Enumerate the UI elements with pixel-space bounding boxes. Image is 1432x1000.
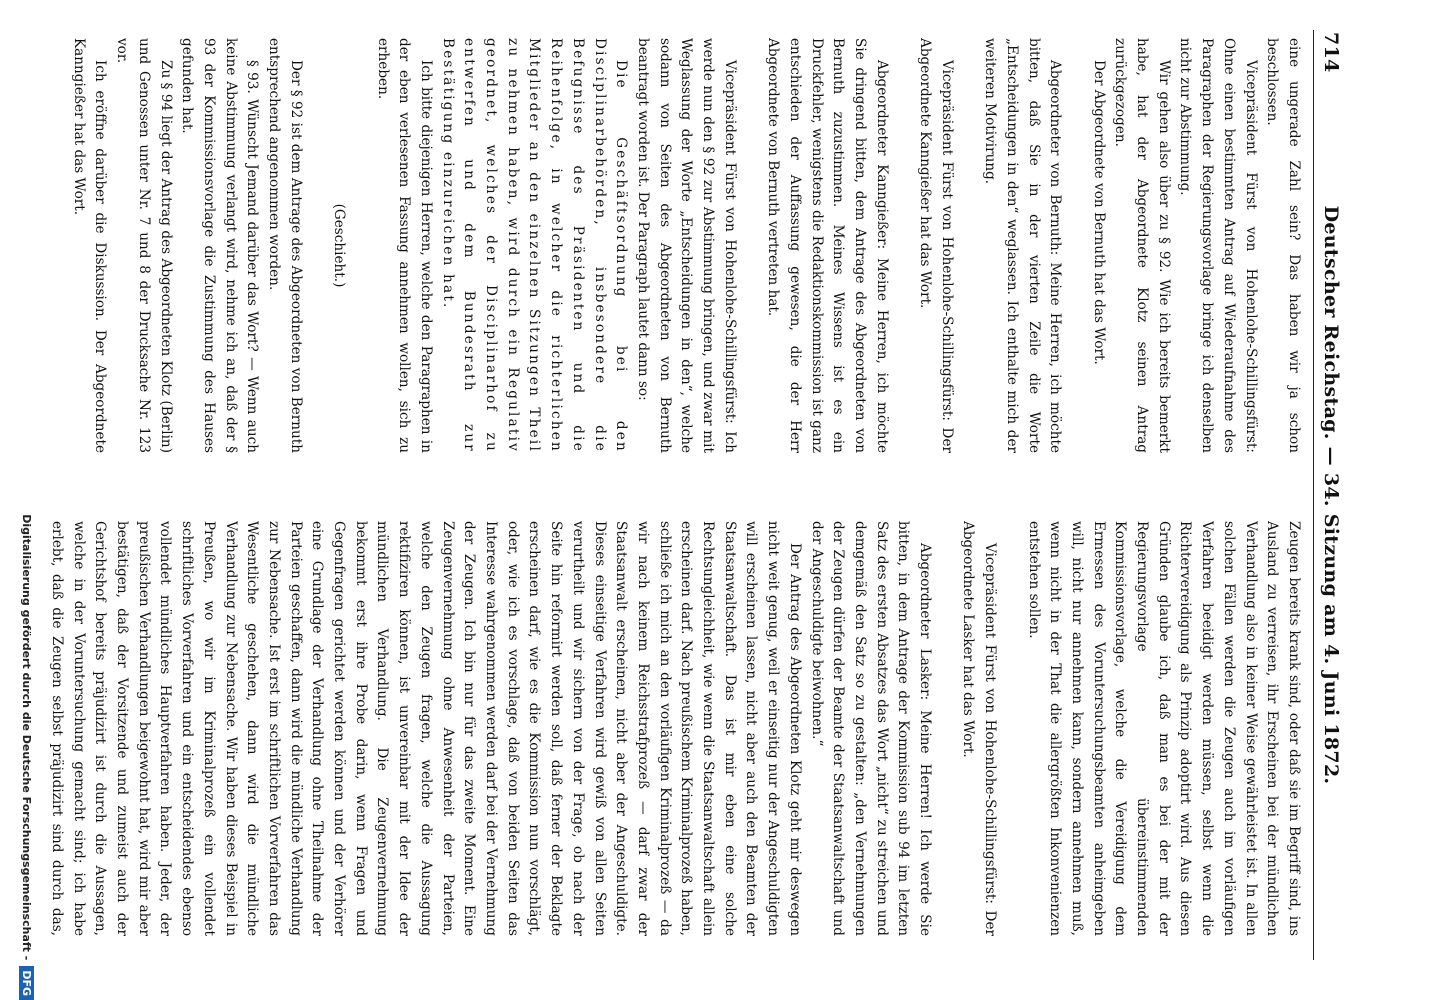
paragraph: § 93. Wünscht Jemand darüber das Wort? — Wenn auch keine Abstimmung verlangt wird, nehme ich an, daß der § 93 der Kommissionsvorlage die Zustimmung des Hauses gefunden hat. xyxy=(179,38,261,453)
running-head: Deutscher Reichstag. — 34. Sitzung am 4. Juni 1872. xyxy=(1320,205,1342,785)
stage-direction: (Geschieht.) xyxy=(331,203,348,288)
paragraph: Abgeordneter Kanngießer: Meine Herren, ich möchte Sie dringend bitten, dem Antrage des Abgeordneten von Bernuth zuzustimmen. Meines Wissens ist es ein Druckfehler, wenigstens die Redaktionskommission ist ganz entschieden der Auffassung gewesen, die der Herr Abgeordnete von Bernuth vertreten hat. xyxy=(765,38,890,453)
paragraph: Der § 92 ist dem Antrage des Abgeordneten von Bernuth entsprechend angenommen worden. xyxy=(266,38,304,453)
paragraph: eine ungerade Zahl sein? Das haben wir ja schon beschlossen. xyxy=(1264,38,1302,453)
paragraph: Vicepräsident Fürst von Hohenlohe-Schillingsfürst: Der Abgeordnete Lasker hat das Wort. xyxy=(960,521,999,936)
page-number: 714 xyxy=(1320,32,1342,73)
page-header xyxy=(1313,30,1344,960)
paragraph: Zu § 94 liegt der Antrag des Abgeordneten Klotz (Berlin) und Genossen unter Nr. 7 und 8 der Drucksache Nr. 123 vor. xyxy=(114,38,174,453)
credit-text: Digitalisierung gefördert durch die Deutsche Forschungsgemeinschaft - xyxy=(20,514,33,961)
paragraph: Wir gehen also über zu § 92. Wie ich bereits bemerkt habe, hat der Abgeordnete Klotz seinen Antrag zurückgezogen. xyxy=(1112,38,1172,453)
digitization-credit xyxy=(19,0,34,1000)
quoted-paragraph: Die Geschäftsordnung bei den Disciplinarbehörden, insbesondere die Befugnisse des Präsidenten und die Reihenfolge, in welcher die richterlichen Mitglieder an den einzelnen Sitzungen Theil zu nehmen haben, wird durch ein Regulativ geordnet, welches der Disciplinarhof zu entwerfen und dem Bundesrath zur Bestätigung einzureichen hat. xyxy=(439,38,630,453)
paragraph: Vicepräsident Fürst von Hohenlohe-Schillingsfürst: Der Abgeordnete Kanngießer hat das Wort. xyxy=(917,38,955,453)
right-column xyxy=(49,521,1304,936)
paragraph: Vicepräsident Fürst von Hohenlohe-Schillingsfürst: Ich werde nun den § 92 zur Abstimmung bringen, und zwar mit Weglassung der Worte „Entscheidungen in den“, welche sodann von Seiten des Abgeordneten von Bernuth beantragt worden ist. Der Paragraph lautet dann so: xyxy=(634,38,738,453)
dfg-logo: DFG xyxy=(19,966,34,1000)
paragraph: Der Abgeordnete von Bernuth hat das Wort. xyxy=(1090,60,1107,365)
paragraph: Der Antrag des Abgeordneten Klotz geht mir deswegen nicht weit genug, weil er einseitig nur der Angeschuldigten will erscheinen lassen, nicht aber auch den Beamten der Staatsanwaltschaft. Das ist mir eben eine solche Rechtsungleichheit, wie wenn die Staatsanwaltschaft allein erscheinen darf. Nach preußischem Kriminalprozeß haben, schließe ich mich an den vorläufigen Kriminalprozeß — da wir nach keinem Reichsstrafprozeß — darf zwar der Staatsanwalt erscheinen, nicht aber der Angeschuldigte. Dieses einseitige Verfahren wird gewiß von allen Seiten verurtheilt und wir sichern von der Frage, ob nach der Seite hin reformirt werden soll, daß ferner der Beklagte erscheinen darf, wie es die Kommission nun vorschlägt, oder, wie ich es vorschlage, daß von beiden Seiten das Interesse wahrgenommen werden darf bei der Vernehmung der Zeugen. Ich bin nur für das zweite Moment. Eine Zeugenvernehmung ohne Anwesenheit der Parteien, welche den Zeugen fragen, welche die Aussagung rektifiziren können, ist unvereinbar mit der Idee der mündlichen Verhandlung. Die Zeugenvernehmung bekommt erst ihre Probe darin, wenn Fragen und Gegenfragen gerichtet werden können und der Verhörer eine Grundlage der Verhandlung ohne Theilnahme der Parteien geschaffen, dann wird die mündliche Verhandlung zur Nebensache. Ist erst im schriftlichen Vorverfahren das Wesentliche geschehen, dann wird die mündliche Verhandlung zur Nebensache. Wir haben dieses Beispiel in Preußen, wo wir im Kriminalprozeß ein vollendet schriftliches Vorverfahren und ein entscheidendes ebenso vollendet mündliches Hauptverfahren haben. Jeder, der preußischen Verhandlungen beigewohnt hat, wird mir aber bestätigen, daß der Vorsitzende und zumeist auch der Gerichtshof bereits präjudizirt ist durch die Aussagen, welche in der Voruntersuchung gemacht sind; ich habe erlebt, daß die Zeugen selbst präjudizirt sind durch das, xyxy=(49,521,803,936)
paragraph: Ich bitte diejenigen Herren, welche den Paragraphen in der eben verlesenen Fassung annehmen wollen, sich zu erheben. xyxy=(374,38,434,453)
paragraph: Abgeordneter Lasker: Meine Herren! Ich werde Sie bitten, in dem Antrage der Kommission sub 94 im letzten Satz des ersten Absatzes das Wort „nicht“ zu streichen und demgemäß den Satz so zu gestalten: „den Vernehmungen der Zeugen dürfen der Beamte der Staatsanwaltschaft und der Angeschuldigte beiwohnen.“ xyxy=(808,521,934,936)
paragraph: Zeugen bereits krank sind, oder daß sie im Begriff sind, ins Ausland zu verreisen, ihr Erscheinen bei der mündlichen Verhandlung also in keiner Weise gewährleistet ist. In allen solchen Fällen werden die Zeugen auch im vorläufigen Verfahren beeidigt werden müssen, selbst wenn die Richtervereidigung als Prinzip adoptirt wird. Aus diesen Gründen glaube ich, daß man es bei der mit der Regierungsvorlage übereinstimmenden Kommissionsvorlage, welche die Vereidigung dem Ermessen des Voruntersuchungsbeamten anheimgeben will, nicht nur annehmen kann, sondern annehmen muß, wenn nicht in der That die allergrößten Inkonvenienzen entstehen sollen. xyxy=(1025,521,1302,936)
paragraph: Vicepräsident Fürst von Hohenlohe-Schillingsfürst: Ohne einen bestimmten Antrag auf Wiederaufnahme des Paragraphen der Regierungsvorlage bringe ich denselben nicht zur Abstimmung. xyxy=(1177,38,1259,453)
paragraph: Ich eröffne darüber die Diskussion. Der Abgeordnete Kanngießer hat das Wort. xyxy=(70,38,109,453)
left-column xyxy=(49,38,1304,453)
paragraph: Abgeordneter von Bernuth: Meine Herren, ich möchte bitten, daß Sie in der vierten Zeile die Worte „Entscheidungen in den“ weglassen. Ich enthalte mich der weiteren Motivirung. xyxy=(982,38,1064,453)
